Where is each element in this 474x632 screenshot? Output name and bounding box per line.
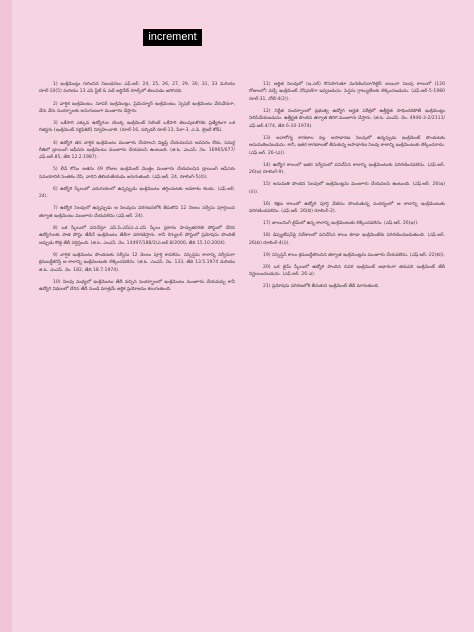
paragraph: 15) అనుమతి పొందిన సెలవులో ఇంక్రిమెంట్లను మంజూరు చేయవలసి ఉంటుంది. (ఎఫ్.ఆర్. 26(ఇ)(ii)).	[249, 182, 445, 195]
paragraph: 17) జాయినింగ్ టైమ్‌లో ఉన్న కాలాన్ని ఇంక్రిమెంటుకు లెక్కించవలెను. (ఎఫ్.ఆర్. 26(ఇ)).	[263, 221, 419, 227]
paragraph: 5) లీవ్ కోసం అతను 49 రోజుల ఇంక్రిమెంట్ మొత్తం మంజూరు చేయవలసిన డ్రాయింగ్ ఆఫీసరు సమయానికి సంతకం చేసి, వారిని తెలియజేయడం జరుగుతుంది. (ఎఫ్.ఆర్. 24, రూలింగ్-5(4)).	[39, 167, 235, 180]
header-badge: increment	[143, 29, 202, 46]
paragraph: 11) ఆర్జిత సెలవులో (ఇ.ఎల్) కొనసాగుతూ మరణించినా/రిటైర్ అయినా సెలవు కాలంలో (120 రోజులలో) వచ్చే ఇంక్రిమెంట్ నోషనల్‌గా ఇవ్వబడును. పెన్షను గ్రాట్యుటీలకు లెక్కించబడును. (ఎఫ్.ఆర్-5-1980 రూల్-31, నోట్-4(2)).	[249, 82, 445, 102]
right-text-column	[249, 81, 445, 296]
paragraph: 21) ప్రమోషను పరిగణలోకి తీసుకుని ఇంక్రిమెంట్ తేదీ మారుతుంది.	[263, 284, 380, 290]
paragraph: 13) అనారోగ్య కారణాల వల్ల అసాధారణ సెలవులో ఉన్నప్పుడు ఇంక్రిమెంట్ పొందుటకు అనుమతించబడును. కానీ, ఇతర కారణాలతో తీసుకున్న అసాధారణ సెలవు కాలాన్ని ఇంక్రిమెంటుకు లెక్కించరాదు. (ఎఫ్.ఆర్. 26-(ఎ)).	[249, 135, 445, 156]
paragraph: 4) ఉద్యోగి తన వార్షిక ఇంక్రిమెంటు మంజూరు చేయాలని విజ్ఞప్తి చేయవలసిన అవసరం లేదు. సమర్థ రీతిలో డ్రాయింగ్ ఆఫీసరు ఇంక్రిమెంటు మంజూరు చేయవలసి ఉంటుంది. (జి.ఓ. ఎంఎస్. నెం. 16965/677/ఎఫ్.ఆర్.85, తేది 12.2.1987).	[39, 140, 235, 161]
left-text-column	[39, 81, 235, 298]
paragraph: 16) శిక్షణ కాలంలో ఉద్యోగి పూర్తి వేతనం పొందుతున్న సందర్భంలో ఆ కాలాన్ని ఇంక్రిమెంటుకు పరిగణించవలెను. (ఎఫ్.ఆర్. 26(బి) రూలింగ్-2).	[249, 201, 445, 215]
paragraph: 18) డిప్యుటేషన్‌పై విదేశాలలో పనిచేసిన కాలం కూడా ఇంక్రిమెంట్‌కు పరిగణించబడుతుంది. (ఎఫ్.ఆర్. 26(బి) రూలింగ్-4(i)).	[249, 233, 445, 246]
paragraph: 6) ఉద్యోగి స్కేలులో ఎదుగుదలలో ఉన్నప్పుడు ఇంక్రిమెంటు తగ్గించుటకు అవకాశం కలదు. (ఎఫ్.ఆర్. 24).	[39, 186, 235, 200]
left-margin-band	[0, 0, 12, 632]
paragraph: 8) ఒక స్కేలులో పనిచేస్తూ ఎస్.పి.ఎస్/ఎ.ఎ.ఎస్ స్కేలు ప్రకారం హెచ్చుతరగతి పోస్టులో చేరిన ఉద్యోగులకు పాత పోస్టు తేదీనే ఇంక్రిమెంటు తేదీగా పరిగణిస్తారు. కానీ రెగ్యులర్ పోస్టులో ప్రమోషను పొందితే అప్పుడు కొత్త తేదీ వర్తిస్తుంది. (జి.ఓ. ఎంఎస్. నెం. 14497/188/2/ఎ.ఆర్.8/2000, తేది 15.10.2004).	[39, 225, 235, 246]
paragraph: 9) వార్షిక ఇంక్రిమెంటు పొందుటకు సర్వీసు 12 నెలలు పూర్తి కావలెను. సస్పెన్షను కాలాన్ని సర్వీసుగా క్రమబద్ధీకరిస్తే ఆ కాలాన్ని ఇంక్రిమెంటుకు లెక్కించవలెను. (జి.ఓ. ఎంఎస్. నెం. 133, తేది 13.5.1974 మరియు జి.ఓ. ఎంఎస్. నెం. 182, తేది 18.7.1974).	[39, 252, 235, 273]
paragraph: 19) సస్పెన్షన్ కాలం క్రమబద్ధీకరించిన తర్వాత ఇంక్రిమెంట్లను మంజూరు చేయవలెను. (ఎఫ్.ఆర్.-22(బి)).	[263, 252, 445, 258]
paragraph: 3) ఒకేసారి ఎక్కువ ఉద్యోగుల యొక్క ఇంక్రిమెంట్ సెలెంట్ ఒకేసారి తెలుపుటకొరకు ప్రత్యేకంగా ఒక రిజిస్టరు (ఇంక్రిమెంట్ సర్టిఫికెట్) నిర్వహించాలి. (రూల్-16, సబ్సిడరీ రూల్-13, పేరా-3, ఎ.పి. ట్రెజరీ కోడ్).	[39, 121, 235, 134]
paragraph: 1) ఇంక్రిమెంట్లు గురించిన నిబంధనలు ఎఫ్.ఆర్. 24, 25, 26, 27, 29, 30, 31, 33 మరియు రూల్-10(5) మరియు 13 ఎపి స్టేట్ & సబ్ ఆర్డినేట్ రూల్స్‌లో తెలుపడం జరిగినది.	[39, 82, 235, 95]
paragraph: 14) ఉద్యోగ కాలంలో ఇతర సర్వీసులో పనిచేసిన కాలాన్ని ఇంక్రిమెంటుకు పరిగణించవలెను. (ఎఫ్.ఆర్. 26(ఇ) రూలింగ్-9).	[249, 162, 445, 176]
paragraph: 10) సెలవు మధ్యలో ఇంక్రిమెంటు తేదీ వచ్చిన సందర్భాలలో ఇంక్రిమెంటు మంజూరు చేయవచ్చు కానీ ఉద్యోగి విధులలో చేరిన తేదీ నుండి మాత్రమే ఆర్థిక ప్రయోజనం కలుగుతుంది.	[39, 279, 235, 293]
paragraph: 12) నిర్ణీత సందర్భాలలో ప్రభుత్వ ఉద్యోగి అర్హత పరీక్షలో ఉత్తీర్ణత సాధించకపోతే ఇంక్రిమెంట్లు నిలిపివేయబడును. ఉత్తీర్ణత పొందిన తర్వాత తిరిగి మంజూరు చేస్తారు. (జి.ఓ. ఎంఎస్. నెం. 4946-3-2/2111/ఎఫ్.ఆర్.4/74, తేది 6-10-1974).	[249, 108, 445, 129]
paragraph: 7) ఉద్యోగి సెలవులో ఉన్నప్పుడు ఆ సెలవును పరిగణనలోకి తీసుకొని 12 నెలలు సర్వీసు పూర్తయిన తర్వాత ఇంక్రిమెంటు మంజూరు చేయవలెను (ఎఫ్.ఆర్. 24).	[39, 206, 235, 219]
paragraph: 2) వార్షిక ఇంక్రిమెంటు, సూపర్ ఇంక్రిమెంట్లు, ప్రిమెచ్యూర్ ఇంక్రిమెంటు, స్పెషల్ ఇంక్రిమెంటు వేరువేరుగా, వేరు వేరు సందర్భాలకు అనుగుణంగా మంజూరు చేస్తారు.	[39, 101, 235, 114]
paragraph: 20) ఒక టైమ్ స్కేలులో ఉద్యోగి పొందిన చివరి ఇంక్రిమెంట్ ఆధారంగా తదుపరి ఇంక్రిమెంట్ తేదీ నిర్ణయించబడును. (ఎఫ్.ఆర్. 26-ఎ).	[249, 264, 445, 278]
